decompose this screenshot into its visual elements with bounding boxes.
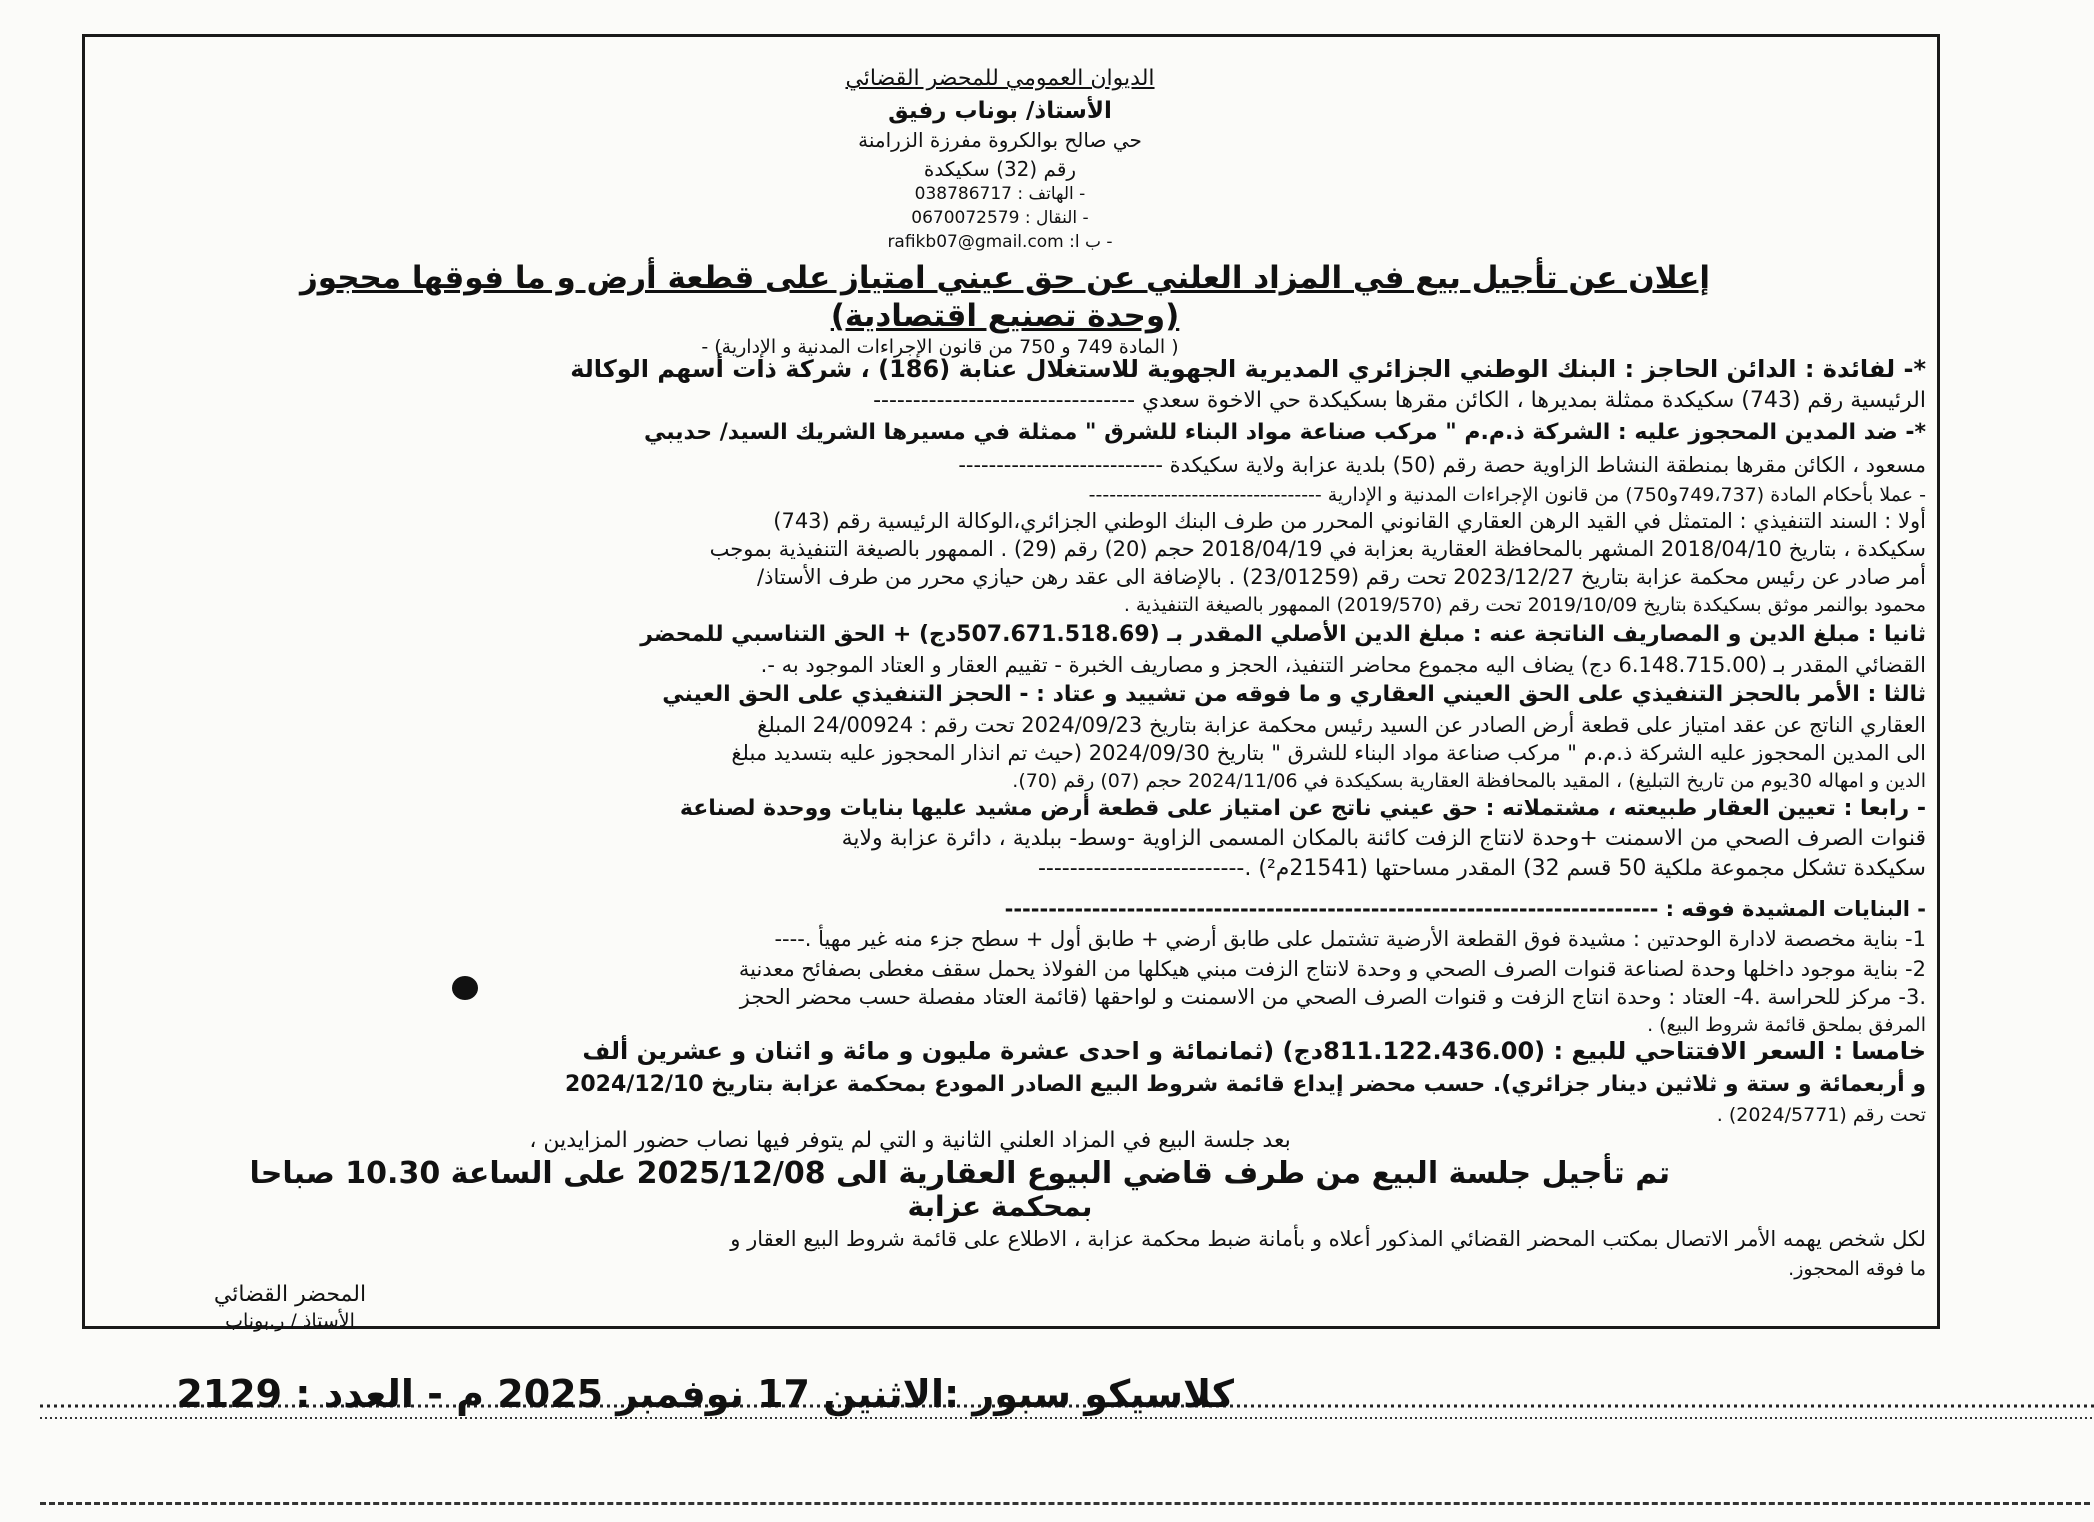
- notice-title: إعلان عن تأجيل بيع في المزاد العلني عن حق عيني امتياز على قطعة أرض و ما فوقها محجوز: [299, 260, 1711, 296]
- section-1-text-3: محمود بوالنمر موثق بسكيكدة بتاريخ 2019/10/09 تحت رقم (2019/570) الممهور بالصيغة التنفيذية .: [1123, 594, 1926, 616]
- buildings-heading: - البنايات المشيدة فوقه : ---------------------------------------------------------------------------: [1004, 897, 1926, 921]
- phone: - الهاتف : 038786717: [914, 184, 1086, 204]
- address-line-2: رقم (32) سكيكدة: [923, 157, 1077, 181]
- section-3-title: ثالثا : الأمر بالحجز التنفيذي على الحق العيني العقاري و ما فوقه من تشييد و عتاد : - الحجز التنفيذي على الحق العيني: [662, 682, 1926, 707]
- section-3-text-2: الى المدين المحجوز عليه الشركة ذ.م.م " مركب صناعة مواد البناء للشرق " بتاريخ 2024/09/30 (حيث تم انذار المحجوز عليه بتسديد مبلغ: [731, 741, 1926, 765]
- legal-basis-line: - عملا بأحكام المادة (749،737و750) من قانون الإجراءات المدنية و الإدارية ----------------------------------: [1088, 484, 1926, 506]
- email: - ب ا: rafikb07@gmail.com: [887, 232, 1113, 252]
- mobile: - النقال : 0670072579: [911, 208, 1089, 228]
- section-1-text-1: سكيكدة ، بتاريخ 2018/04/10 المشهر بالمحافظة العقارية بعزابة في 2018/04/19 حجم (20) رقم (29) . الممهور بالصيغة التنفيذية بموجب: [709, 537, 1926, 561]
- building-2: 2- بناية موجود داخلها وحدة لصناعة قنوات الصرف الصحي و وحدة لانتاج الزفت مبني هيكلها من الفولاذ يحمل سقف مغطى بصفائح معدنية: [738, 957, 1926, 981]
- section-5-text-2: تحت رقم (2024/5771) .: [1716, 1104, 1926, 1126]
- section-3-text-1: العقاري الناتج عن عقد امتياز على قطعة أرض الصادر عن السيد رئيس محكمة عزابة بتاريخ 2024/09/23 تحت رقم : 24/00924 المبلغ: [757, 713, 1926, 737]
- legal-articles: ( المادة 749 و 750 من قانون الإجراءات المدنية و الإدارية) -: [701, 336, 1179, 358]
- section-4-text-1: قنوات الصرف الصحي من الاسمنت +وحدة لانتاج الزفت كائنة بالمكان المسمى الزاوية -وسط- ببلدية ، دائرة عزابة ولاية: [841, 826, 1926, 851]
- section-1-title: أولا : السند التنفيذي : المتمثل في القيد الرهن العقاري القانوني المحرر من طرف البنك الوطني الجزائري،الوكالة الرئيسية رقم (743): [773, 509, 1926, 533]
- section-5-text-1: و أربعمائة و ستة و ثلاثين دينار جزائري). حسب محضر إيداع قائمة شروط البيع الصادر المودع بمحكمة عزابة بتاريخ 2024/12/10: [565, 1072, 1926, 1097]
- signature-role: المحضر القضائي: [213, 1282, 367, 1307]
- debtor-line: *- ضد المدين المحجوز عليه : الشركة ذ.م.م " مركب صناعة مواد البناء للشرق " ممثلة في مسيرها الشريك السيد/ حديبي: [643, 420, 1926, 445]
- address-line-1: حي صالح بوالكروة مفرزة الزرامنة: [858, 128, 1142, 152]
- section-4-title: - رابعا : تعيين العقار طبيعته ، مشتملاته : حق عيني ناتج عن امتياز على قطعة أرض مشيد عليها بنايات ووحدة لصناعة: [679, 796, 1926, 821]
- building-3-equipment: .3- مركز للحراسة .4- العتاد : وحدة انتاج الزفت و قنوات الصرف الصحي من الاسمنت و لواحقها (قائمة العتاد مفصلة حسب محضر الحجز: [739, 985, 1926, 1009]
- section-4-text-2: سكيكدة تشكل مجموعة ملكية 50 قسم 32) المقدر مساحتها (21541م²) .--------------------------: [1037, 856, 1926, 881]
- debtor-line-2: مسعود ، الكائن مقرها بمنطقة النشاط الزاوية حصة رقم (50) بلدية عزابة ولاية سكيكدة ---------------------------: [958, 453, 1926, 477]
- signature-name: الأستاذ / ر.بوناب: [225, 1310, 355, 1332]
- ink-blot: [452, 976, 478, 1000]
- section-2-text: القضائي المقدر بـ (6.148.715.00 دج) يضاف اليه مجموع محاضر التنفيذ، الحجز و مصاريف الخبرة - تقييم العقار و العتاد الموجود به -.: [760, 653, 1926, 677]
- newspaper-issue: كلاسيكو سبور :الاثنين 17 نوفمبر 2025 م - العدد : 2129: [176, 1372, 1234, 1416]
- section-1-text-2: أمر صادر عن رئيس محكمة عزابة بتاريخ 2023/12/27 تحت رقم (23/01259) . بالإضافة الى عقد رهن حيازي محرر من طرف الأستاذ/: [757, 565, 1926, 589]
- office-title: الديوان العمومي للمحضر القضائي: [845, 66, 1155, 91]
- court-name: بمحكمة عزابة: [907, 1190, 1093, 1223]
- notice-subtitle: (وحدة تصنيع اقتصادية): [830, 298, 1180, 334]
- session-note: بعد جلسة البيع في المزاد العلني الثانية و التي لم يتوفر فيها نصاب حضور المزايدين ،: [529, 1128, 1291, 1153]
- contact-note-1: لكل شخص يهمه الأمر الاتصال بمكتب المحضر القضائي المذكور أعلاه و بأمانة ضبط محكمة عزابة ، الاطلاع على قائمة شروط البيع العقار و: [730, 1227, 1926, 1251]
- postponement-announcement: تم تأجيل جلسة البيع من طرف قاضي البيوع العقارية الى 2025/12/08 على الساعة 10.30 صباحا: [249, 1156, 1670, 1191]
- officer-name: الأستاذ/ بوناب رفيق: [888, 98, 1112, 124]
- building-3-note: المرفق بملحق قائمة شروط البيع) .: [1647, 1014, 1926, 1036]
- contact-note-2: ما فوقه المحجوز.: [1788, 1258, 1926, 1280]
- bottom-rule: [40, 1502, 2090, 1505]
- creditor-line-2: الرئيسية رقم (743) سكيكدة ممثلة بمديرها ، الكائن مقرها بسكيكدة حي الاخوة سعدي ---------------------------------: [873, 388, 1926, 413]
- section-3-text-3: الدين و امهاله 30يوم من تاريخ التبليغ) ، المقيد بالمحافظة العقارية بسكيكدة في 2024/11/06 حجم (07) رقم (70).: [1012, 770, 1926, 792]
- creditor-line: *- لفائدة : الدائن الحاجز : البنك الوطني الجزائري المديرية الجهوية للاستغلال عنابة (186) ، شركة ذات أسهم الوكالة: [570, 355, 1926, 383]
- building-1: 1- بناية مخصصة لادارة الوحدتين : مشيدة فوق القطعة الأرضية تشتمل على طابق أرضي + طابق أول + سطح جزء منه غير مهيأ .----: [774, 927, 1926, 951]
- section-2-title: ثانيا : مبلغ الدين و المصاريف الناتجة عنه : مبلغ الدين الأصلي المقدر بـ (507.671.518.69دج) + الحق التناسبي للمحضر: [640, 622, 1926, 647]
- section-5-title: خامسا : السعر الافتتاحي للبيع : (811.122.436.00دج) (ثمانمائة و احدى عشرة مليون و مائة و اثنان و عشرين ألف: [582, 1037, 1926, 1065]
